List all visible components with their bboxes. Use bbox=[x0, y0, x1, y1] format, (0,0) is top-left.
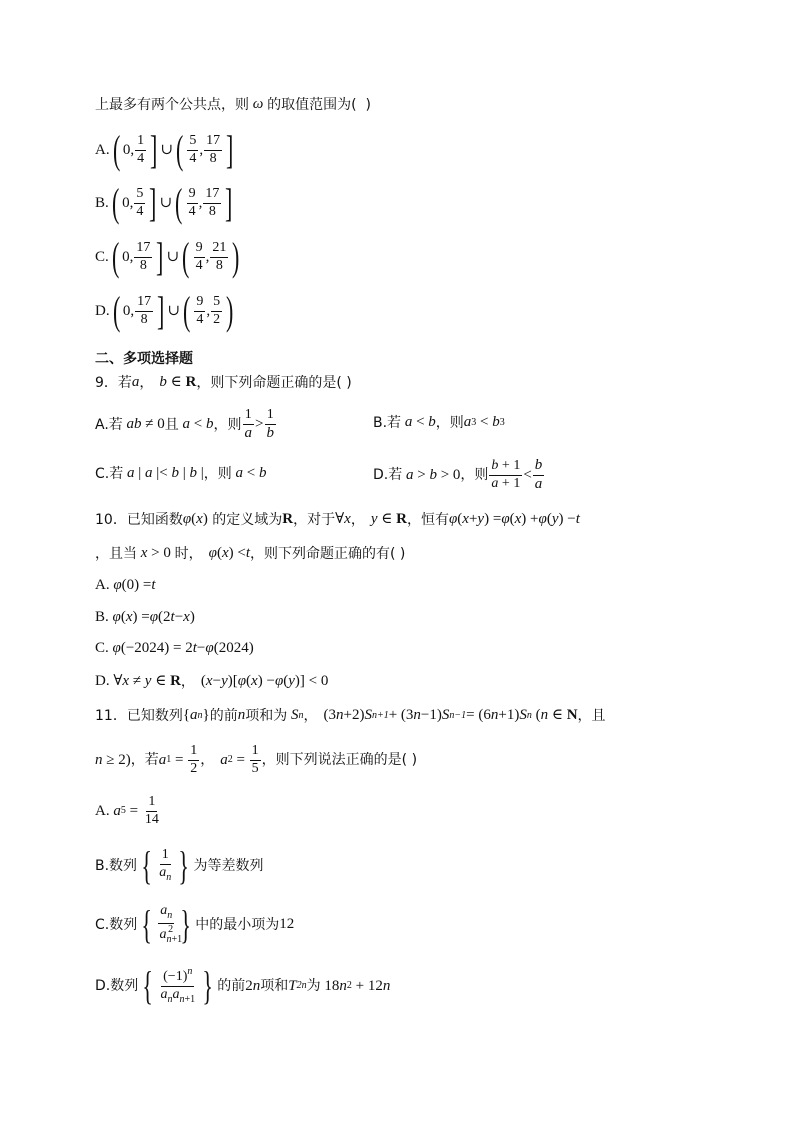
q11-stem-tail: ，则下列说法正确的是( ) bbox=[261, 752, 418, 769]
text-then: ，则 bbox=[213, 416, 242, 433]
q10-stem-tail: ，则下列命题正确的有( ) bbox=[250, 545, 406, 562]
q10-option-a: A. φ (0) = t bbox=[95, 577, 156, 593]
q9-stem-tail: ，则下列命题正确的是( ) bbox=[196, 374, 352, 391]
q11-stem-line2: n ≥ 2) ，若 a 1 = $\frac{1}{2}$ ， a 2 = $\frac{1}{5}$ ，则下列说法正确的是( ) bbox=[95, 743, 418, 776]
text-arithmetic-seq: 为等差数列 bbox=[193, 858, 264, 874]
text-known-function: ．已知函数 bbox=[112, 511, 183, 528]
q10-option-b: B. φ ( x ) = φ (2 t − x ) bbox=[95, 609, 195, 625]
option-label: B. bbox=[95, 194, 109, 211]
option-label: C. bbox=[95, 248, 109, 265]
q9-option-c: C.若 a | a |< b | b | ，则 a < b bbox=[95, 465, 267, 482]
q11-option-a: A. a 5 = $\frac{1}{14}$ bbox=[95, 794, 159, 827]
q9-option-d: D.若 a > b > 0 ，则 $\frac{b + 1}{a + 1}$ < $\frac{b}{a}$ bbox=[373, 457, 543, 492]
q10-stem-line2: ，且当 x > 0 时， φ ( x ) < t ，则下列命题正确的有( ) bbox=[95, 545, 406, 562]
q8-option-a: A. ( 0, $\frac{1}{4}$ ] ∪ ( $\frac{5}{4}$ , $\frac{17}{8}$ ] bbox=[95, 127, 234, 172]
q9-stem: 9．若 a ， b ∈ R ，则下列命题正确的是( ) bbox=[95, 374, 352, 391]
q11-option-d: D.数列 { $\frac{(-1)^n}{a_na_{n+1}}$ } 的前 2 n 项和 T 2n 为 18 n 2 + 12 n bbox=[95, 963, 391, 1008]
q8-stem-tail: 上最多有两个公共点，则 ω 的取值范围为( ) bbox=[95, 96, 371, 113]
option-label: D. bbox=[95, 302, 110, 319]
q11-option-c: C.数列 { $\frac{a_n}{a_{n+1}^2}$ } 中的最小项为 12 bbox=[95, 901, 295, 947]
q11-stem-line1: 11 ．已知数列 { a n } 的前 n 项和为 S n ， (3 n +2) S n+1 + (3 n −1) S n−1 = (6 n +1) S n ( n ∈ N ，且 bbox=[95, 707, 606, 724]
section-heading: 二、多项选择题 bbox=[95, 351, 193, 367]
q10-stem-line1: 10 ．已知函数 φ ( x ) 的定义域为 R ，对于 ∀ x ， y ∈ R ，恒有 φ ( x + y ) = φ ( x ) + φ ( y ) − t bbox=[95, 511, 580, 528]
q8-option-d: D. ( 0, $\frac{17}{8}$ ] ∪ ( $\frac{9}{4}$ , $\frac{5}{2}$ ) bbox=[95, 288, 234, 333]
q11-option-b: B.数列 { $\frac{1}{a_n}$ } 为等差数列 bbox=[95, 843, 264, 888]
q8-option-b: B. ( 0, $\frac{5}{4}$ ] ∪ ( $\frac{9}{4}$ , $\frac{17}{8}$ ] bbox=[95, 180, 233, 225]
q10-option-d: D. ∀ x ≠ y ∈ R ， ( x − y )[ φ ( x ) − φ ( y )] < 0 bbox=[95, 673, 329, 690]
option-label: A. bbox=[95, 141, 110, 158]
q10-option-c: C. φ (−2024) = 2 t − φ (2024) bbox=[95, 640, 254, 656]
q8-option-c: C. ( 0, $\frac{17}{8}$ ] ∪ ( $\frac{9}{4}$ , $\frac{21}{8}$ ) bbox=[95, 234, 240, 279]
text-and: 且 bbox=[164, 416, 179, 433]
q9-option-a: A.若 ab ≠ 0 且 a < b ，则 $\frac{1}{a}$ > $\frac{1}{b}$ bbox=[95, 407, 274, 441]
text-known-sequence: ．已知数列 bbox=[112, 707, 183, 724]
q9-option-b: B.若 a < b ，则 a 3 < b 3 bbox=[373, 414, 505, 431]
